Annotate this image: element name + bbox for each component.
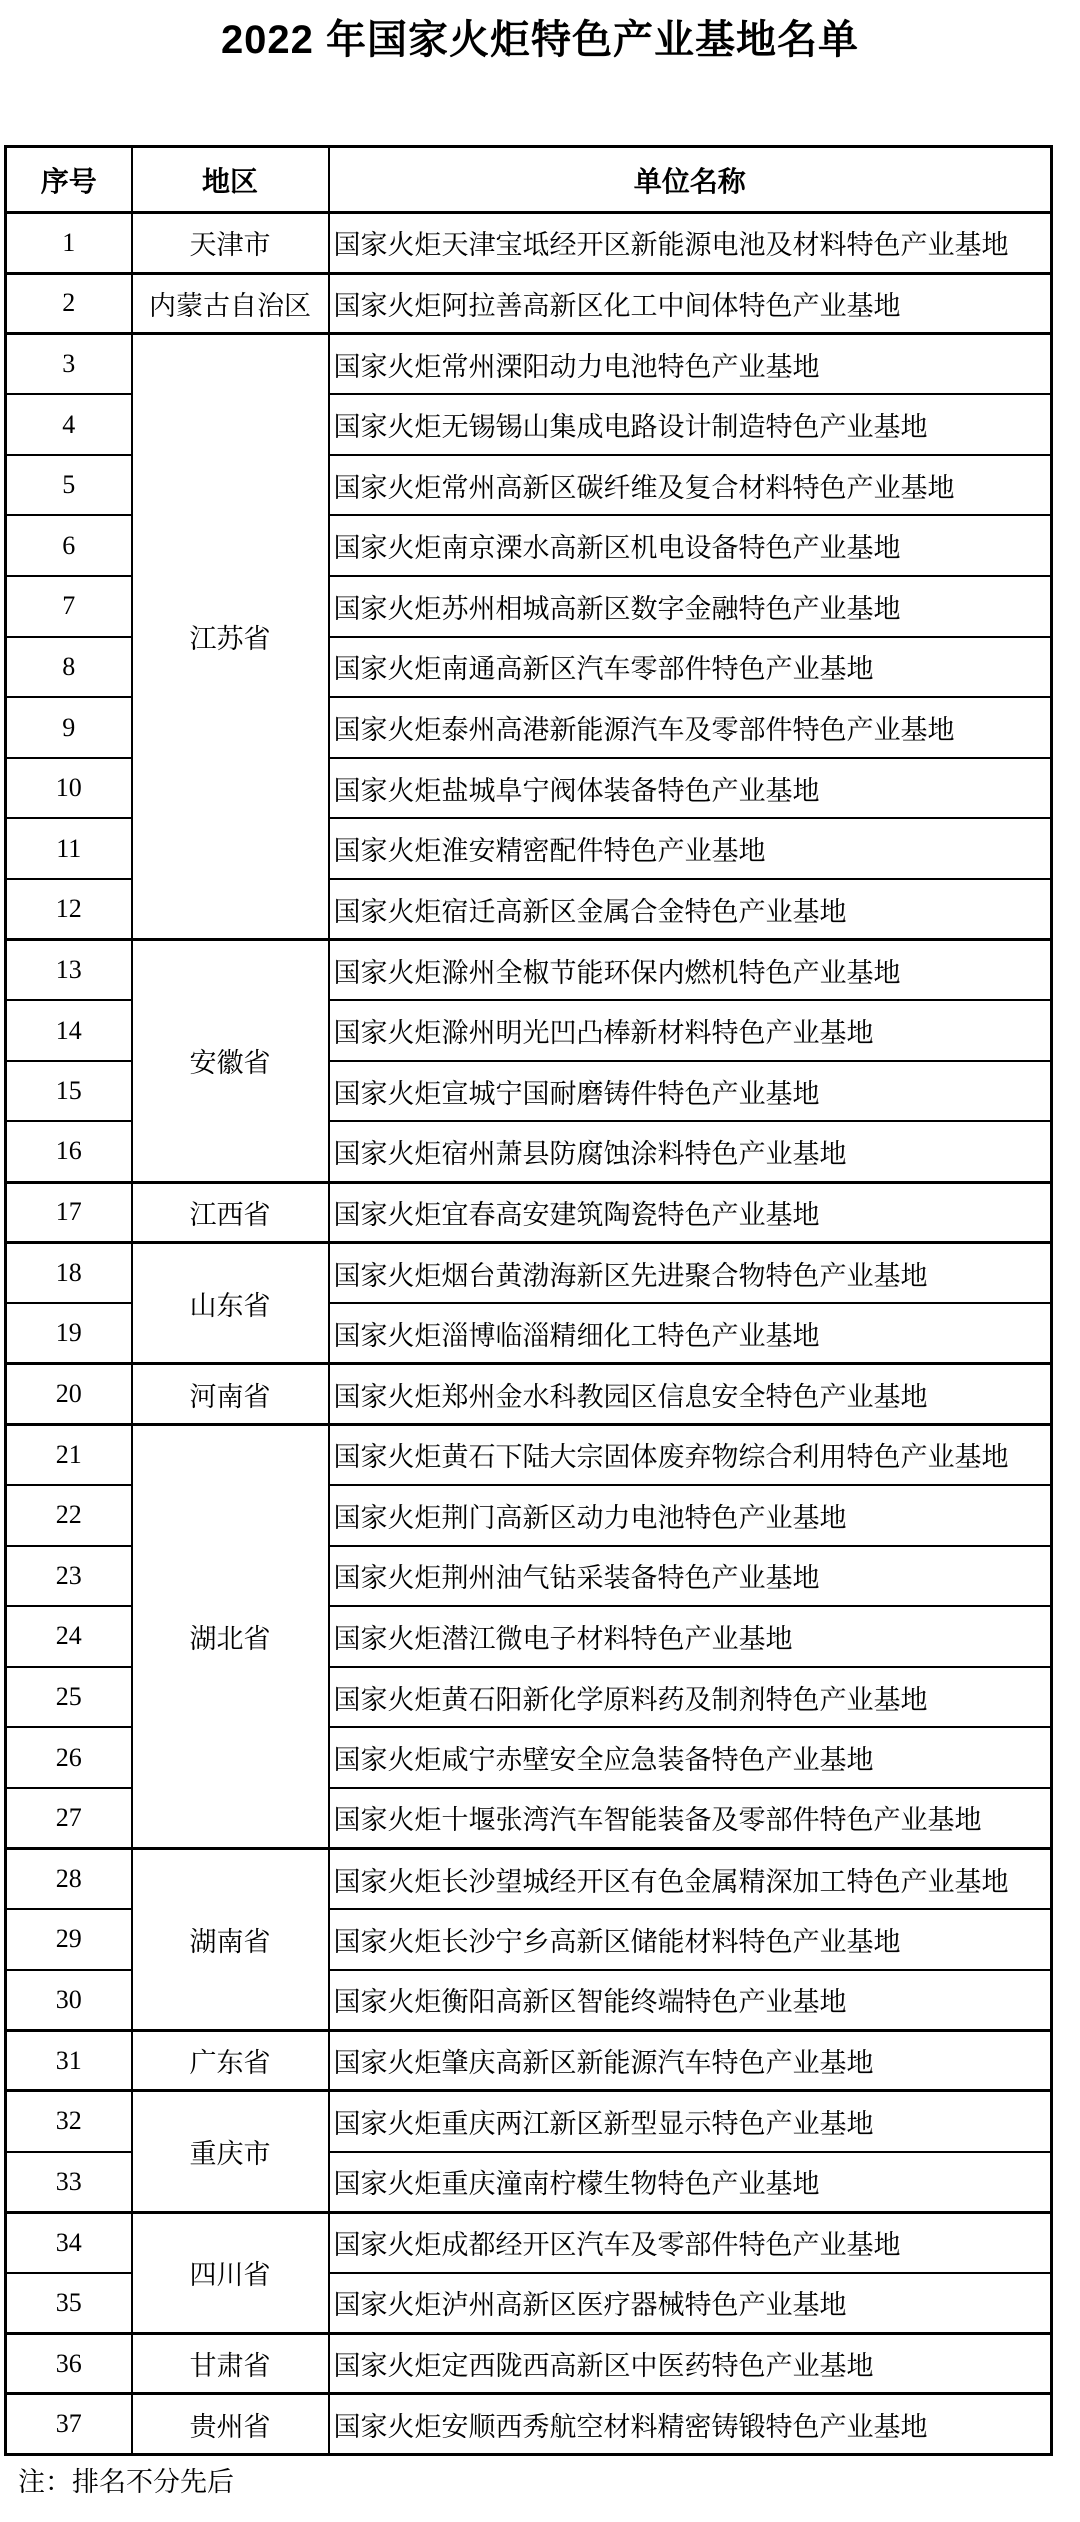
unit-name-cell: 国家火炬潜江微电子材料特色产业基地 <box>329 1606 1052 1667</box>
unit-name-cell: 国家火炬盐城阜宁阀体装备特色产业基地 <box>329 758 1052 819</box>
serial-number-cell: 18 <box>6 1243 132 1304</box>
serial-number-cell: 13 <box>6 940 132 1001</box>
industrial-base-table <box>4 145 1053 2456</box>
table-row <box>6 213 1052 274</box>
unit-name-cell: 国家火炬南通高新区汽车零部件特色产业基地 <box>329 637 1052 698</box>
region-cell: 湖北省 <box>132 1424 329 1848</box>
serial-number-cell: 5 <box>6 455 132 516</box>
unit-name-cell: 国家火炬成都经开区汽车及零部件特色产业基地 <box>329 2212 1052 2273</box>
header-region: 地区 <box>132 147 329 213</box>
page-title: 2022 年国家火炬特色产业基地名单 <box>220 18 860 62</box>
region-cell: 湖南省 <box>132 1849 329 2031</box>
table-row <box>6 1849 1052 1910</box>
unit-name-cell: 国家火炬宜春高安建筑陶瓷特色产业基地 <box>329 1182 1052 1243</box>
unit-name-cell: 国家火炬常州溧阳动力电池特色产业基地 <box>329 334 1052 395</box>
serial-number-cell: 17 <box>6 1182 132 1243</box>
table-row <box>6 1243 1052 1304</box>
serial-number-cell: 9 <box>6 697 132 758</box>
serial-number-cell: 36 <box>6 2333 132 2394</box>
region-cell: 安徽省 <box>132 940 329 1182</box>
unit-name-cell: 国家火炬阿拉善高新区化工中间体特色产业基地 <box>329 273 1052 334</box>
serial-number-cell: 25 <box>6 1667 132 1728</box>
table-row <box>6 2333 1052 2394</box>
region-cell: 重庆市 <box>132 2091 329 2212</box>
serial-number-cell: 15 <box>6 1061 132 1122</box>
unit-name-cell: 国家火炬衡阳高新区智能终端特色产业基地 <box>329 1970 1052 2031</box>
unit-name-cell: 国家火炬天津宝坻经开区新能源电池及材料特色产业基地 <box>329 213 1052 274</box>
table-header-row <box>6 147 1052 213</box>
unit-name-cell: 国家火炬泸州高新区医疗器械特色产业基地 <box>329 2273 1052 2334</box>
unit-name-cell: 国家火炬肇庆高新区新能源汽车特色产业基地 <box>329 2030 1052 2091</box>
serial-number-cell: 1 <box>6 213 132 274</box>
unit-name-cell: 国家火炬烟台黄渤海新区先进聚合物特色产业基地 <box>329 1243 1052 1304</box>
table-row <box>6 940 1052 1001</box>
unit-name-cell: 国家火炬宣城宁国耐磨铸件特色产业基地 <box>329 1061 1052 1122</box>
serial-number-cell: 34 <box>6 2212 132 2273</box>
unit-name-cell: 国家火炬荆州油气钻采装备特色产业基地 <box>329 1546 1052 1607</box>
serial-number-cell: 35 <box>6 2273 132 2334</box>
unit-name-cell: 国家火炬重庆潼南柠檬生物特色产业基地 <box>329 2152 1052 2213</box>
table-row <box>6 1364 1052 1425</box>
header-serial-number: 序号 <box>6 147 132 213</box>
region-cell: 天津市 <box>132 213 329 274</box>
serial-number-cell: 12 <box>6 879 132 940</box>
serial-number-cell: 2 <box>6 273 132 334</box>
table-row <box>6 334 1052 395</box>
serial-number-cell: 31 <box>6 2030 132 2091</box>
region-cell: 山东省 <box>132 1243 329 1364</box>
unit-name-cell: 国家火炬黄石下陆大宗固体废弃物综合利用特色产业基地 <box>329 1424 1052 1485</box>
serial-number-cell: 27 <box>6 1788 132 1849</box>
unit-name-cell: 国家火炬郑州金水科教园区信息安全特色产业基地 <box>329 1364 1052 1425</box>
serial-number-cell: 28 <box>6 1849 132 1910</box>
serial-number-cell: 21 <box>6 1424 132 1485</box>
region-cell: 江西省 <box>132 1182 329 1243</box>
serial-number-cell: 16 <box>6 1121 132 1182</box>
unit-name-cell: 国家火炬南京溧水高新区机电设备特色产业基地 <box>329 515 1052 576</box>
unit-name-cell: 国家火炬长沙望城经开区有色金属精深加工特色产业基地 <box>329 1849 1052 1910</box>
unit-name-cell: 国家火炬安顺西秀航空材料精密铸锻特色产业基地 <box>329 2394 1052 2455</box>
serial-number-cell: 30 <box>6 1970 132 2031</box>
unit-name-cell: 国家火炬滁州明光凹凸棒新材料特色产业基地 <box>329 1000 1052 1061</box>
serial-number-cell: 10 <box>6 758 132 819</box>
unit-name-cell: 国家火炬无锡锡山集成电路设计制造特色产业基地 <box>329 394 1052 455</box>
serial-number-cell: 6 <box>6 515 132 576</box>
region-cell: 江苏省 <box>132 334 329 940</box>
serial-number-cell: 4 <box>6 394 132 455</box>
serial-number-cell: 23 <box>6 1546 132 1607</box>
region-cell: 四川省 <box>132 2212 329 2333</box>
serial-number-cell: 26 <box>6 1727 132 1788</box>
serial-number-cell: 8 <box>6 637 132 698</box>
table-row <box>6 1182 1052 1243</box>
unit-name-cell: 国家火炬泰州高港新能源汽车及零部件特色产业基地 <box>329 697 1052 758</box>
serial-number-cell: 7 <box>6 576 132 637</box>
serial-number-cell: 22 <box>6 1485 132 1546</box>
unit-name-cell: 国家火炬滁州全椒节能环保内燃机特色产业基地 <box>329 940 1052 1001</box>
table-row <box>6 273 1052 334</box>
table-row <box>6 2091 1052 2152</box>
serial-number-cell: 32 <box>6 2091 132 2152</box>
unit-name-cell: 国家火炬长沙宁乡高新区储能材料特色产业基地 <box>329 1909 1052 1970</box>
footnote: 注：排名不分先后 <box>18 2467 234 2497</box>
unit-name-cell: 国家火炬咸宁赤壁安全应急装备特色产业基地 <box>329 1727 1052 1788</box>
unit-name-cell: 国家火炬宿州萧县防腐蚀涂料特色产业基地 <box>329 1121 1052 1182</box>
unit-name-cell: 国家火炬定西陇西高新区中医药特色产业基地 <box>329 2333 1052 2394</box>
unit-name-cell: 国家火炬常州高新区碳纤维及复合材料特色产业基地 <box>329 455 1052 516</box>
unit-name-cell: 国家火炬宿迁高新区金属合金特色产业基地 <box>329 879 1052 940</box>
serial-number-cell: 37 <box>6 2394 132 2455</box>
table-row <box>6 1424 1052 1485</box>
unit-name-cell: 国家火炬黄石阳新化学原料药及制剂特色产业基地 <box>329 1667 1052 1728</box>
region-cell: 贵州省 <box>132 2394 329 2455</box>
serial-number-cell: 3 <box>6 334 132 395</box>
region-cell: 广东省 <box>132 2030 329 2091</box>
table-row <box>6 2212 1052 2273</box>
region-cell: 甘肃省 <box>132 2333 329 2394</box>
region-cell: 内蒙古自治区 <box>132 273 329 334</box>
serial-number-cell: 19 <box>6 1303 132 1364</box>
unit-name-cell: 国家火炬苏州相城高新区数字金融特色产业基地 <box>329 576 1052 637</box>
table-row <box>6 2394 1052 2455</box>
unit-name-cell: 国家火炬淄博临淄精细化工特色产业基地 <box>329 1303 1052 1364</box>
serial-number-cell: 29 <box>6 1909 132 1970</box>
serial-number-cell: 11 <box>6 818 132 879</box>
table-body <box>6 213 1052 2455</box>
unit-name-cell: 国家火炬淮安精密配件特色产业基地 <box>329 818 1052 879</box>
header-unit-name: 单位名称 <box>329 147 1052 213</box>
serial-number-cell: 33 <box>6 2152 132 2213</box>
serial-number-cell: 20 <box>6 1364 132 1425</box>
serial-number-cell: 14 <box>6 1000 132 1061</box>
table-header <box>6 147 1052 213</box>
serial-number-cell: 24 <box>6 1606 132 1667</box>
region-cell: 河南省 <box>132 1364 329 1425</box>
table-row <box>6 2030 1052 2091</box>
unit-name-cell: 国家火炬重庆两江新区新型显示特色产业基地 <box>329 2091 1052 2152</box>
unit-name-cell: 国家火炬十堰张湾汽车智能装备及零部件特色产业基地 <box>329 1788 1052 1849</box>
unit-name-cell: 国家火炬荆门高新区动力电池特色产业基地 <box>329 1485 1052 1546</box>
